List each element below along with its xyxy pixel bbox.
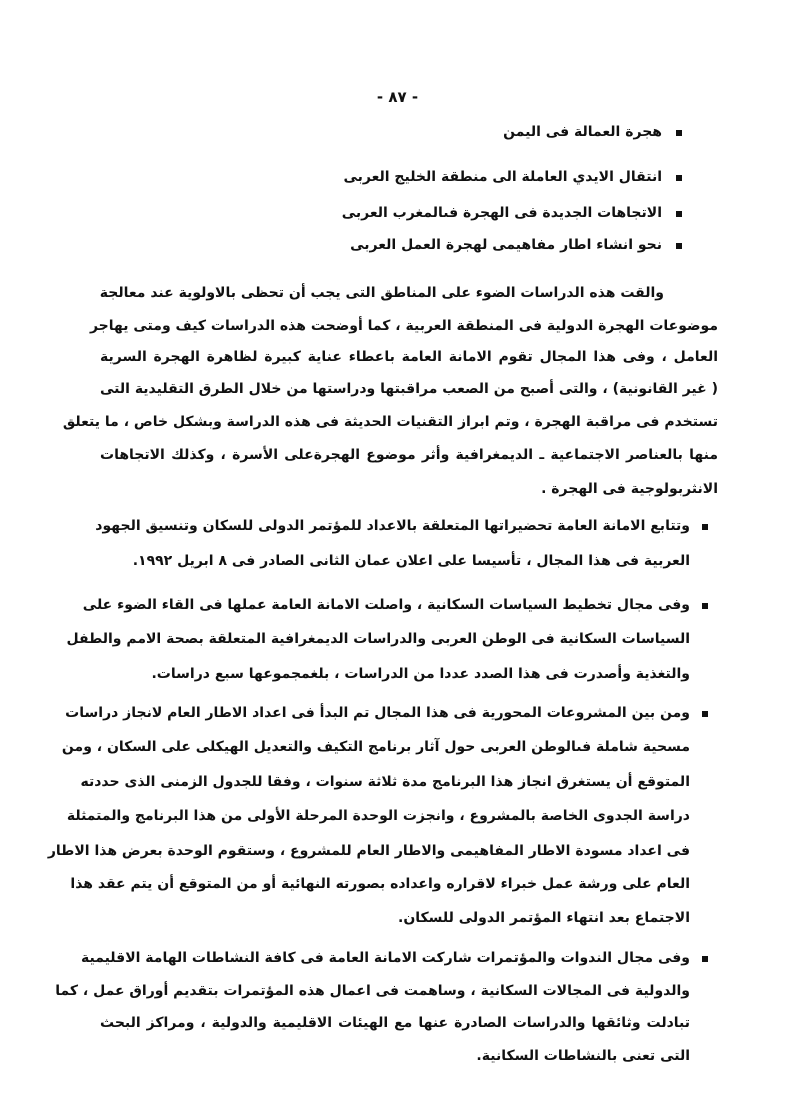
bullet-item: هجرة العمالة فى اليمن [503, 124, 662, 140]
bullet-paragraph-line: المتوقع أن يستغرق انجاز هذا البرنامج مدة ثلاثة سنوات ، وفقا للجدول الزمنى الذى حددته [80, 774, 690, 790]
page-number: - ٨٧ - [376, 88, 419, 106]
bullet-icon [702, 603, 708, 609]
bullet-paragraph-line: العام على ورشة عمل خبراء لاقراره واعداده بصورته النهائية أو من المتوقع أن يتم عقد هذا [70, 876, 690, 892]
paragraph-line: الانثربولوجية فى الهجرة . [541, 481, 718, 497]
bullet-icon [676, 211, 682, 217]
paragraph-line: ( غير القانونية) ، والتى أصبح من الصعب مراقبتها ودراستها من خلال الطرق التقليدية التى [100, 381, 718, 397]
bullet-paragraph-line: والتغذية وأصدرت فى هذا الصدد عددا من الدراسات ، بلغمجموعها سبع دراسات. [151, 666, 690, 682]
bullet-paragraph-line: السياسات السكانية فى الوطن العربى والدراسات الديمغرافية المتعلقة بصحة الامم والطفل [66, 631, 690, 647]
bullet-paragraph-line: وفى مجال الندوات والمؤتمرات شاركت الامانة العامة فى كافة النشاطات الهامة الاقليمية [81, 950, 690, 966]
paragraph-line: تستخدم فى مراقبة الهجرة ، وتم ابراز التقنيات الحديثة فى هذه الدراسة وبشكل خاص ، ما يتعلق [62, 414, 718, 430]
bullet-paragraph-line: التى تعنى بالنشاطات السكانية. [476, 1048, 690, 1064]
paragraph-line: العامل ، وفى هذا المجال تقوم الامانة العامة باعطاء عناية كبيرة لظاهرة الهجرة السرية [100, 349, 718, 365]
bullet-paragraph-line: والدولية فى المجالات السكانية ، وساهمت فى اعمال هذه المؤتمرات بتقديم أوراق عمل ، كما [55, 983, 690, 999]
bullet-icon [702, 524, 708, 530]
bullet-paragraph-line: مسحية شاملة فىالوطن العربى حول آثار برنامج التكيف والتعديل الهيكلى على السكان ، ومن [61, 739, 690, 755]
paragraph-line: منها بالعناصر الاجتماعية ـ الديمغرافية وأثر موضوع الهجرةعلى الأسرة ، وكذلك الاتجاهات [100, 447, 718, 463]
bullet-paragraph-line: العربية فى هذا المجال ، تأسيسا على اعلان عمان الثانى الصادر فى ٨ ابريل ١٩٩٢. [132, 553, 690, 569]
bullet-paragraph-line: ومن بين المشروعات المحورية فى هذا المجال تم البدأ فى اعداد الاطار العام لانجاز دراسات [65, 705, 690, 721]
bullet-icon [702, 711, 708, 717]
bullet-paragraph-line: الاجتماع بعد انتهاء المؤتمر الدولى للسكان. [398, 910, 690, 926]
bullet-paragraph-line: تبادلت وثائقها والدراسات الصادرة عنها مع الهيئات الاقليمية والدولية ، ومراكز البحث [100, 1015, 690, 1031]
bullet-paragraph-line: وتتابع الامانة العامة تحضيراتها المتعلقة بالاعداد للمؤتمر الدولى للسكان وتنسيق الجهود [95, 518, 690, 534]
bullet-icon [676, 243, 682, 249]
paragraph-line: والقت هذه الدراسات الضوء على المناطق التى يجب أن تحظى بالاولوية عند معالجة [99, 285, 664, 301]
bullet-item: نحو انشاء اطار مفاهيمى لهجرة العمل العربى [350, 237, 662, 253]
bullet-icon [676, 175, 682, 181]
bullet-item: الاتجاهات الجديدة فى الهجرة فىالمغرب العربى [341, 205, 662, 221]
paragraph-line: موضوعات الهجرة الدولية فى المنطقة العربية ، كما أوضحت هذه الدراسات كيف ومتى يهاجر [89, 318, 718, 334]
bullet-item: انتقال الايدي العاملة الى منطقة الخليج العربى [343, 169, 662, 185]
bullet-paragraph-line: وفى مجال تخطيط السياسات السكانية ، واصلت الامانة العامة عملها فى القاء الضوء على [82, 597, 690, 613]
bullet-icon [676, 130, 682, 136]
bullet-paragraph-line: فى اعداد مسودة الاطار المفاهيمى والاطار العام للمشروع ، وستقوم الوحدة بعرض هذا الاطار [47, 843, 690, 859]
bullet-paragraph-line: دراسة الجدوى الخاصة بالمشروع ، وانجزت الوحدة المرحلة الأولى من هذا البرنامج والمتمثلة [66, 808, 690, 824]
bullet-icon [702, 956, 708, 962]
